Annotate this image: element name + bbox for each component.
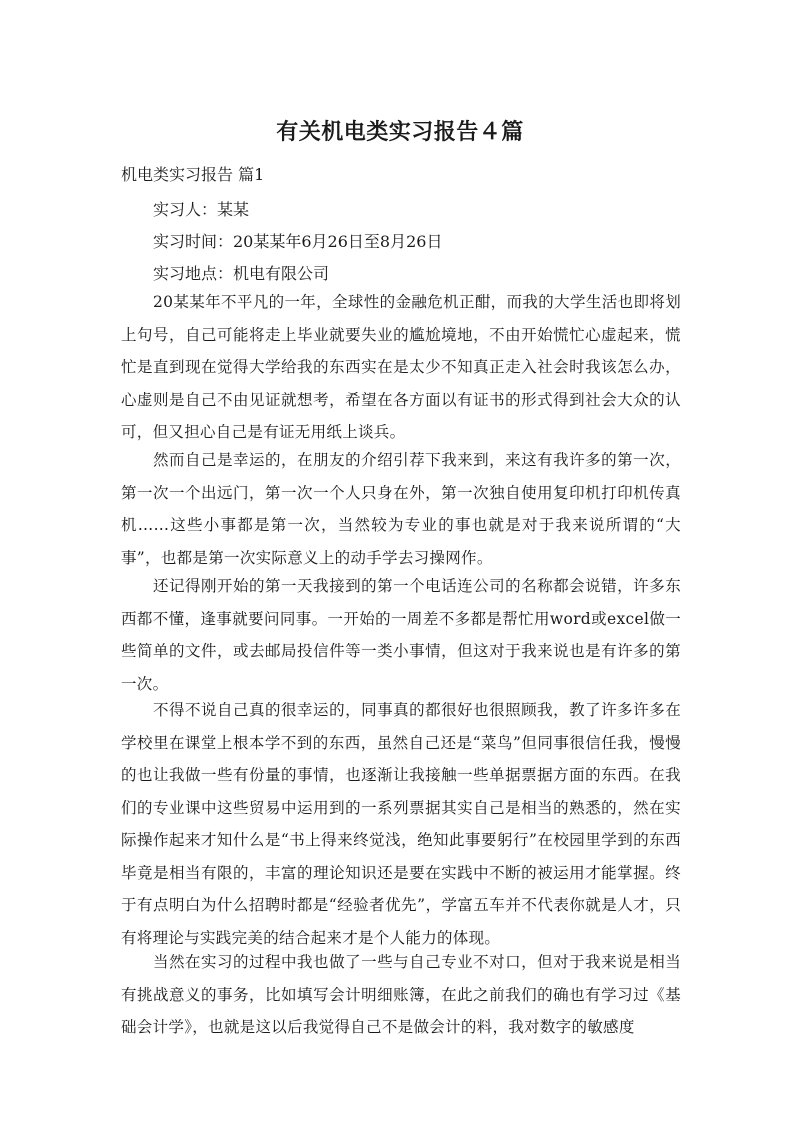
internship-period: 实习时间：20某某年6月26日至8月26日 [153,232,443,251]
paragraph-2: 然而自己是幸运的，在朋友的介绍引荐下我来到，来这有我许多的第一次，第一次一个出远门，第一次一个人只身在外，第一次独自使用复印机打印机传真机……这些小事都是第一次，当然较为专业的事也就是对于我来说所谓的“大事”，也都是第一次实际意义上的动手学去习操网作。 [121,451,681,567]
paragraph-4: 不得不说自己真的很幸运的，同事真的都很好也很照顾我，教了许多许多在学校里在课堂上根本学不到的东西，虽然自己还是“菜鸟”但同事很信任我，慢慢的也让我做一些有份量的事情，也逐渐让我接触一些单据票据方面的东西。在我们的专业课中这些贸易中运用到的一系列票据其实自己是相当的熟悉的，然在实际操作起来才知什么是“书上得来终觉浅，绝知此事要躬行”在校园里学到的东西毕竟是相当有限的，丰富的理论知识还是要在实践中不断的被运用才能掌握。终于有点明白为什么招聘时都是“经验者优先”，学富五车并不代表你就是人才，只有将理论与实践完美的结合起来才是个人能力的体现。 [121,701,681,947]
internship-location: 实习地点：机电有限公司 [153,264,330,283]
paragraph-3: 还记得刚开始的第一天我接到的第一个电话连公司的名称都会说错，许多东西都不懂，逢事就要问同事。一开始的一周差不多都是帮忙用word或excel做一些简单的文件，或去邮局投信件等一类小事情，但这对于我来说也是有许多的第一次。 [121,577,681,693]
section-heading: 机电类实习报告 篇1 [121,165,265,184]
intern-name: 实习人：某某 [153,200,250,219]
paragraph-1: 20某某年不平凡的一年，全球性的金融危机正酣，而我的大学生活也即将划上句号，自己可能将走上毕业就要失业的尴尬境地，不由开始慌忙心虚起来，慌忙是直到现在觉得大学给我的东西实在是太少不知真正走入社会时我该怎么办，心虚则是自己不由见证就想考，希望在各方面以有证书的形式得到社会大众的认可，但又担心自己是有证无用纸上谈兵。 [121,293,681,441]
paragraph-5: 当然在实习的过程中我也做了一些与自己专业不对口，但对于我来说是相当有挑战意义的事务，比如填写会计明细账簿，在此之前我们的确也有学习过《基础会计学》，也就是这以后我觉得自己不是做会计的料，我对数字的敏感度 [121,953,681,1036]
document-title: 有关机电类实习报告４篇 [276,120,524,145]
